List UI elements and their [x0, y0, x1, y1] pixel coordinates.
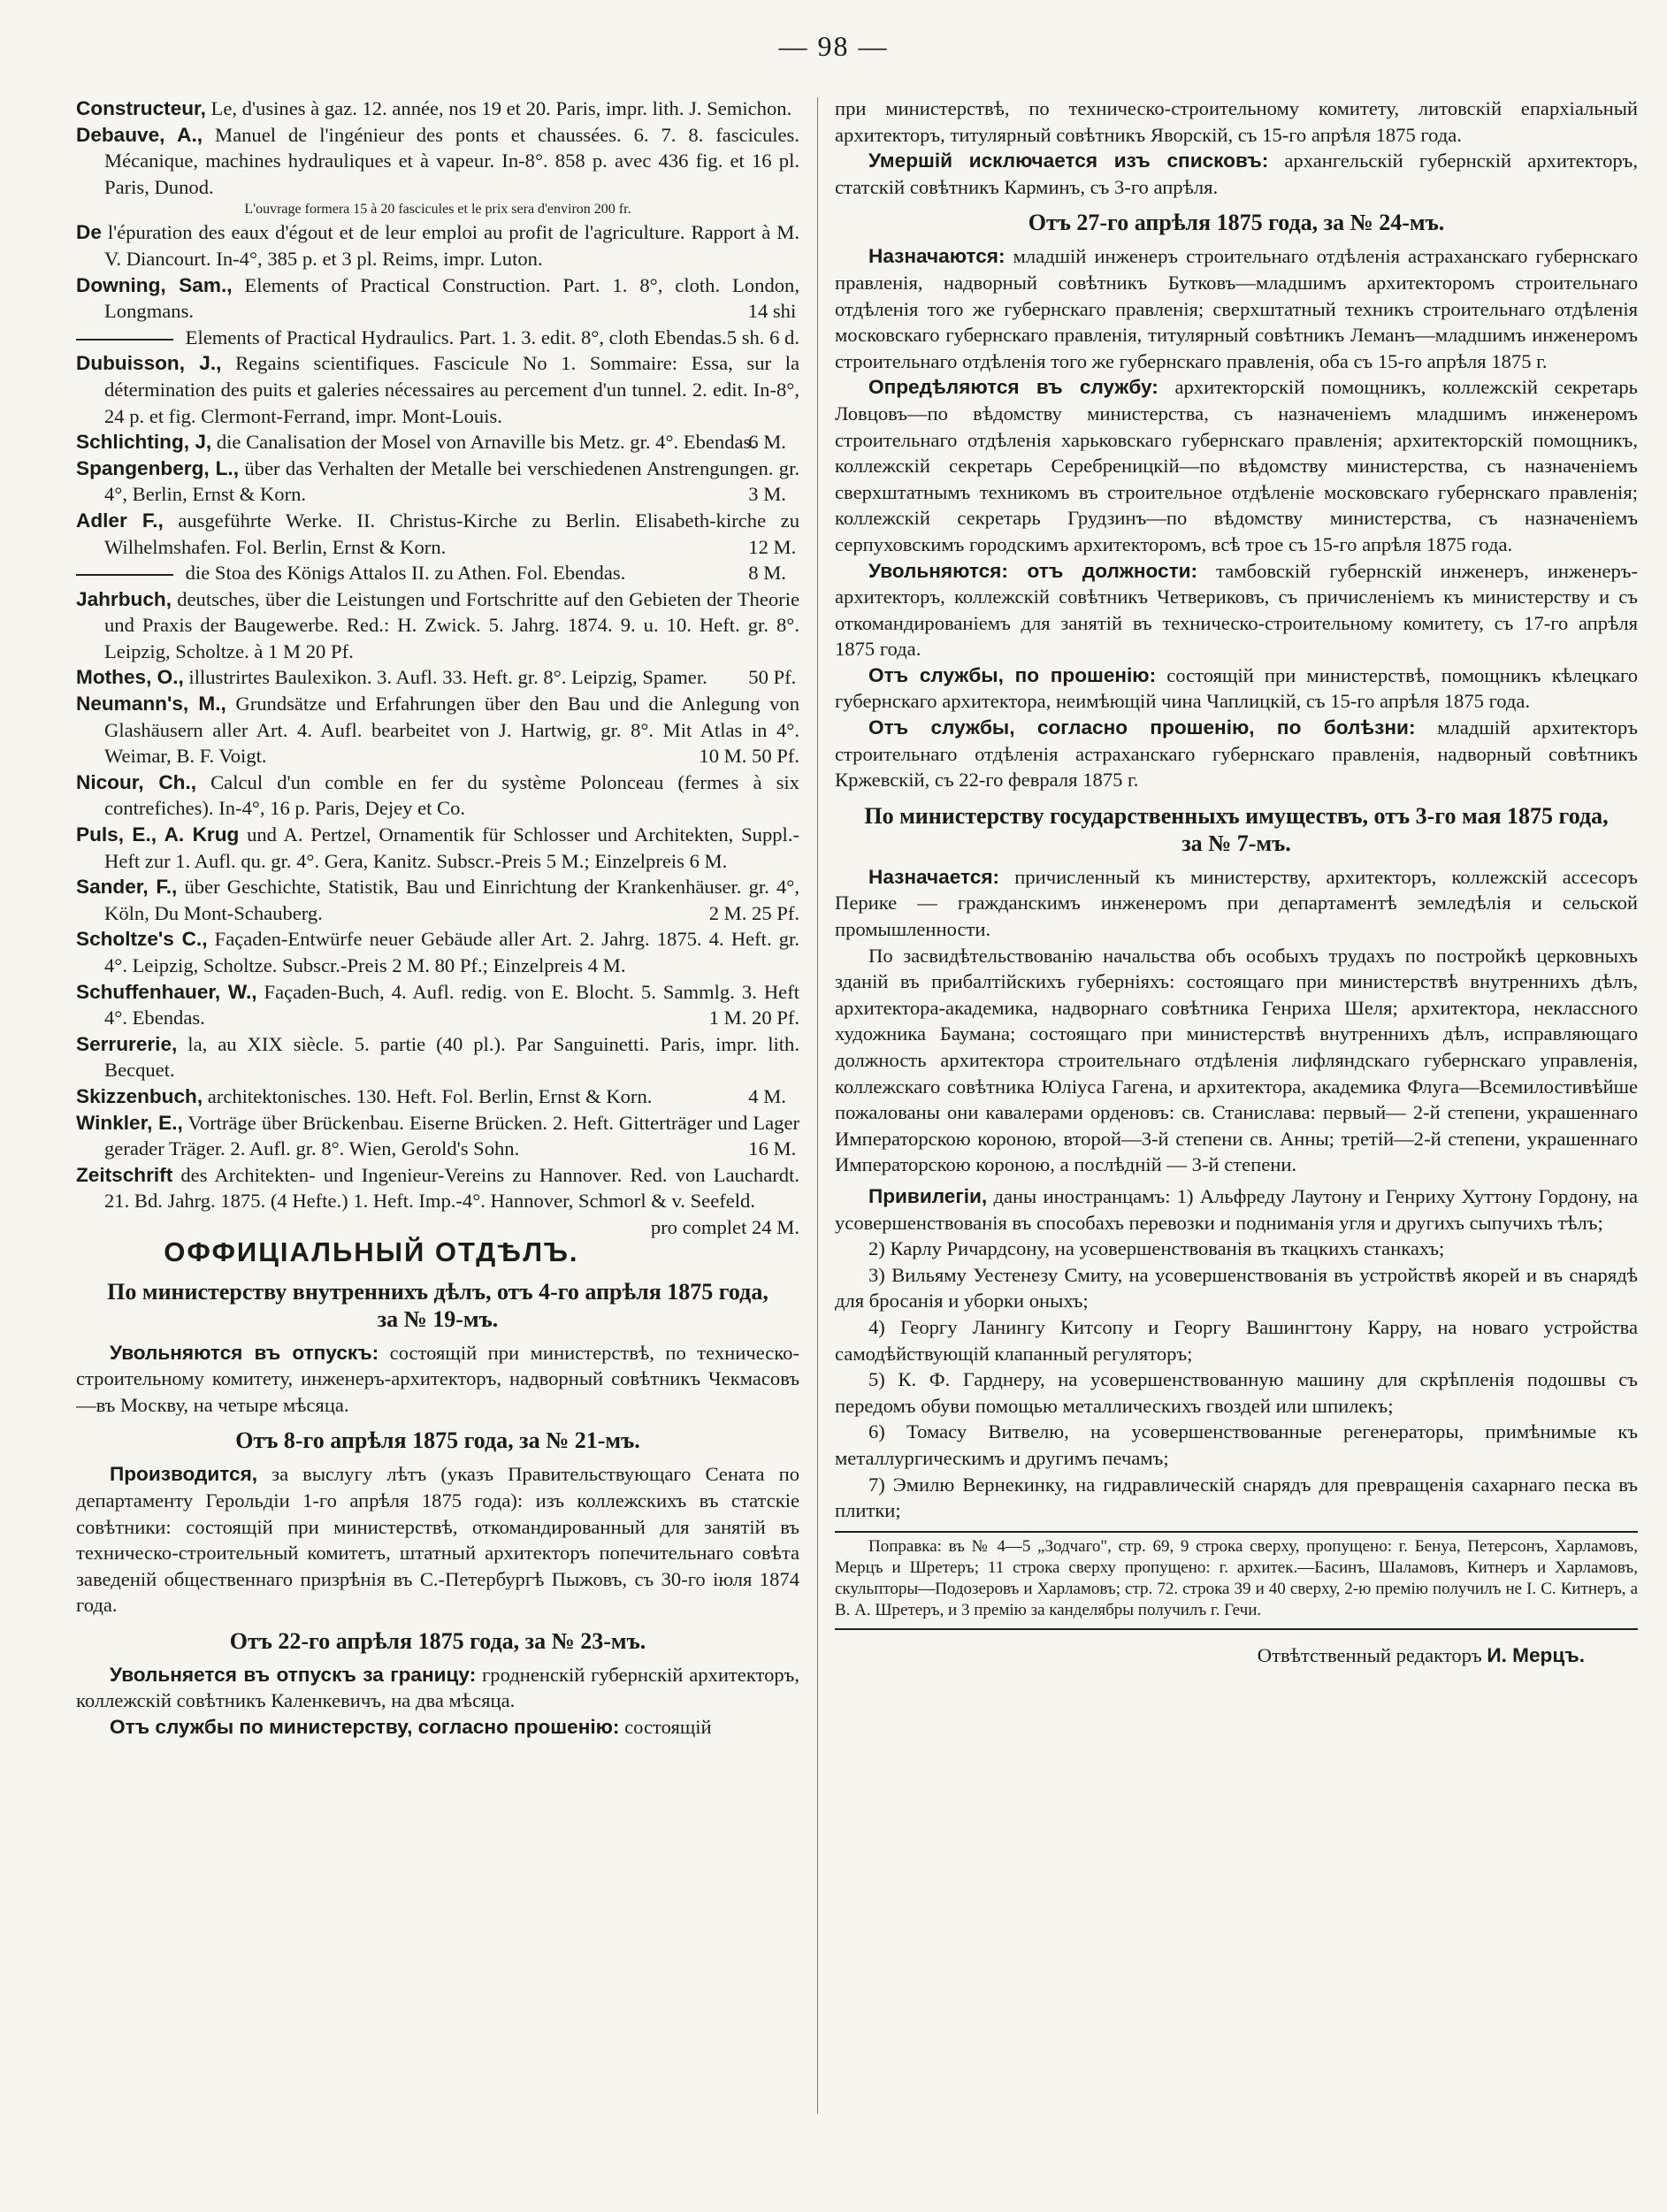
list-item: 4) Георгу Ланингу Китсопу и Георгу Вашингтону Карру, на новаго устройства самодѣйствующій клапанный регуляторъ;: [835, 1315, 1638, 1365]
paragraph: Увольняются въ отпускъ: состоящій при министерствѣ, по техническо-строительному комитету, инженеръ-архитекторъ, надворный совѣтникъ Чекмасовъ—въ Москву, на четыре мѣсяца.: [76, 1341, 799, 1416]
list-item: 5) К. Ф. Гарднеру, на усовершенствованную машину для скрѣпленія подошвы съ передомъ обуви помощью металлическихъ гвоздей или шпилекъ;: [835, 1368, 1638, 1417]
paragraph: Отъ службы, согласно прошенію, по болѣзни: младшій архитекторъ строительнаго отдѣленія астраханскаго губернскаго правленія, надворный совѣтникъ Кржевскій, съ 22-го февраля 1875 г.: [835, 716, 1638, 792]
small-note: L'ouvrage formera 15 à 20 fascicules et le prix sera d'environ 200 fr.: [244, 202, 631, 218]
list-item: 2) Карлу Ричардсону, на усовершенствованія въ ткацкихъ станкахъ;: [868, 1237, 1445, 1260]
bib-entry: Schlichting, J, die Canalisation der Mosel von Arnaville bis Metz. gr. 4°. Ebendas. 6 M.: [76, 431, 786, 454]
right-column: [835, 96, 1638, 2177]
decree-heading: По министерству государственныхъ имуществъ, отъ 3-го мая 1875 года, за № 7-мъ.: [864, 802, 1609, 856]
decree-heading: По министерству внутреннихъ дѣлъ, отъ 4-го апрѣля 1875 года, за № 19-мъ.: [107, 1278, 769, 1332]
paragraph: По засвидѣтельствованію начальства объ особыхъ трудахъ по постройкѣ церковныхъ зданій въ прибалтійскихъ губерніяхъ: состоящаго при министерствѣ внутреннихъ дѣлъ, архитектора-академика, надворнаго совѣтника Генриха Шеля; архитектора, неклассного художника Баумана; состоящаго при министерствѣ внутреннихъ дѣлъ, исправляющаго должность архитектора строительнаго отдѣленія лифляндскаго губернскаго управленія, коллежскаго совѣтника Юліуса Гагена, и архитектора, академика Флуга—Всемилостивѣйше пожалованы они кавалерами орденовъ: св. Станислава: первый— 2-й степени, украшеннаго Императорскою короною, второй—3-й степени св. Анны; третій—2-й степени, украшеннаго Императорскою короною, а послѣдній — 3-й степени.: [835, 944, 1638, 1176]
bib-entry: Nicour, Ch., Calcul d'un comble en fer du système Polonceau (fermes à six contrefiches). In-4°, 16 p. Paris, Dejey et Co.: [76, 770, 799, 820]
bib-entry: Elements of Practical Hydraulics. Part. 1. 3. edit. 8°, cloth Ebendas. 5 sh. 6 d.: [76, 325, 799, 351]
paragraph: Производится, за выслугу лѣтъ (указъ Правительствующаго Сената по департаменту Герольдіи 1-го апрѣля 1875 года): изъ коллежскихъ въ статскіе совѣтники: состоящій при министерствѣ, откомандированный для занятій въ техническо-строительный комитетъ, штатный архитекторъ попечительнаго совѣта заведеній общественнаго призрѣнія въ С.-Петербургѣ Пыжовъ, съ 30-го іюля 1874 года.: [76, 1463, 799, 1617]
paragraph: Назначается: причисленный къ министерству, архитекторъ, коллежскій ассесоръ Перике — гражданскимъ инженеромъ при департаментѣ земледѣлія и сельской промышленности.: [835, 865, 1638, 941]
bib-entry: Adler F., ausgeführte Werke. II. Christus-Kirche zu Berlin. Elisabeth-kirche zu Wilhelmshafen. Fol. Berlin, Ernst & Korn. 12 M.: [76, 509, 799, 558]
paragraph: Отъ службы, по прошенію: состоящій при министерствѣ, помощникъ кѣлецкаго губернскаго архитектора, неимѣющій чина Чаплицкій, съ 15-го апрѣля 1875 года.: [835, 663, 1638, 713]
bib-entry: Puls, E., A. Krug und A. Pertzel, Ornamentik für Schlosser und Architekten, Suppl.-Heft zur 1. Aufl. qu. gr. 4°. Gera, Kanitz. Subscr.-Preis 5 M.; Einzelpreis 6 M.: [76, 823, 799, 872]
footnote-rule: [835, 1531, 1638, 1533]
paragraph: Умершій исключается изъ списковъ: архангельскій губернскій архитекторъ, статскій совѣтникъ Карминъ, съ 3-го апрѣля.: [835, 149, 1638, 198]
section-title: ОФФИЦІАЛЬНЫЙ ОТДѢЛЪ.: [164, 1236, 579, 1267]
bib-entry: Skizzenbuch, architektonisches. 130. Heft. Fol. Berlin, Ernst & Korn. 4 M.: [76, 1084, 786, 1107]
decree-heading: Отъ 8-го апрѣля 1875 года, за № 21-мъ.: [235, 1427, 640, 1454]
bib-entry: Zeitschrift des Architekten- und Ingenieur-Vereins zu Hannover. Red. von Lauchardt. 21. Bd. Jahrg. 1875. (4 Hefte.) 1. Heft. Imp.-4°. Hannover, Schmorl & v. Seefeld. pro complet 24 M.: [76, 1163, 799, 1238]
repeat-author-rule: [76, 339, 173, 341]
bib-entry: Mothes, O., illustrirtes Baulexikon. 3. Aufl. 33. Heft. gr. 8°. Leipzig, Spamer. 50 Pf.: [76, 666, 797, 689]
paragraph: Назначаются: младшій инженеръ строительнаго отдѣленія астраханскаго губернскаго правленія, надворный совѣтникъ Бутковъ—младшимъ архитекторомъ строительнаго отдѣленія того же губернскаго правленія; сверхштатный техникъ строительнаго отдѣленія московскаго губернскаго правленія, титулярный совѣтникъ Леманъ—младшимъ инженеромъ строительнаго отдѣленія того же губернскаго правленія, оба съ 15-го апрѣля 1875 г.: [835, 245, 1638, 372]
bib-entry: Downing, Sam., Elements of Practical Construction. Part. 1. 8°, cloth. London, Longmans. 14 shi: [76, 273, 799, 323]
bib-entry: Schuffenhauer, W., Façaden-Buch, 4. Aufl. redig. von E. Blocht. 5. Sammlg. 3. Heft 4°. Ebendas. 1 M. 20 Pf.: [76, 980, 799, 1029]
bib-entry: Spangenberg, L., über das Verhalten der Metalle bei verschiedenen Anstrengungen. gr. 4°, Berlin, Ernst & Korn. 3 M.: [76, 456, 799, 506]
repeat-author-rule: [76, 574, 173, 576]
paragraph: при министерствѣ, по техническо-строительному комитету, литовскій епархіальный архитекторъ, титулярный совѣтникъ Яворскій, съ 15-го апрѣля 1875 года.: [835, 97, 1638, 146]
bib-entry: De l'épuration des eaux d'égout et de leur emploi au profit de l'agriculture. Rapport à M. V. Diancourt. In-4°, 385 p. et 3 pl. Reims, impr. Luton.: [76, 221, 799, 270]
page-number: — 98 —: [778, 30, 889, 62]
paragraph: Увольняется въ отпускъ за границу: гродненскій губернскій архитекторъ, коллежскій совѣтникъ Каленкевичъ, на два мѣсяца.: [76, 1663, 799, 1712]
bib-entry: Serrurerie, la, au XIX siècle. 5. partie (40 pl.). Par Sanguinetti. Paris, impr. lith. Becquet.: [76, 1032, 799, 1082]
bib-entry: Scholtze's C., Façaden-Entwürfe neuer Gebäude aller Art. 2. Jahrg. 1875. 4. Heft. gr. 4°. Leipzig, Scholtze. Subscr.-Preis 2 M. 80 Pf.; Einzelpreis 4 M.: [76, 928, 799, 976]
list-item: 7) Эмилю Вернекинку, на гидравлическій снарядъ для превращенія сахарнаго песка въ плитки;: [835, 1473, 1638, 1522]
bib-entry: Sander, F., über Geschichte, Statistik, Bau und Einrichtung der Krankenhäuser. gr. 4°, Köln, Du Mont-Schauberg. 2 M. 25 Pf.: [76, 876, 799, 924]
bib-entry: Constructeur, Le, d'usines à gaz. 12. année, nos 19 et 20. Paris, impr. lith. J. Semichon.: [76, 97, 792, 119]
footnote-rule: [835, 1628, 1638, 1630]
column-divider: [817, 97, 818, 2114]
left-column: [76, 96, 799, 2177]
footnote: Поправка: въ № 4—5 „Зодчаго", стр. 69, 9 строка сверху, пропущено: г. Бенуа, Петерсонъ, Харламовъ, Мерцъ и Шретеръ; 11 строка сверху пропущено: г. архитек.—Басинъ, Шаламовъ, Китнеръ и Харламовъ, скульпторы—Подозеровъ и Харламовъ; стр. 72. строка 39 и 40 сверху, 2-ю премію получилъ не I. С. Китнеръ, а В. А. Шретеръ, и 3 премію за канделябры получилъ г. Гечи.: [835, 1536, 1638, 1619]
paragraph: Привилегіи, даны иностранцамъ: 1) Альфреду Лаутону и Генриху Хуттону Гордону, на усовершенствованія въ способахъ перевозки и подниманія угля и другихъ сыпучихъ тѣлъ;: [835, 1184, 1638, 1234]
paragraph: Отъ службы по министерству, согласно прошенію: состоящій: [110, 1716, 712, 1739]
list-item: 6) Томасу Витвелю, на усовершенствованные регенераторы, примѣнимые къ металлургическимъ и другимъ печамъ;: [835, 1420, 1638, 1469]
bib-entry: Neumann's, M., Grundsätze und Erfahrungen über den Bau und die Anlegung von Glashäusern aller Art. 4. Aufl. bearbeitet von J. Hartwig, gr. 8°. Mit Atlas in 4°. Weimar, B. F. Voigt. 10 M. 50 Pf.: [76, 693, 799, 768]
decree-heading: Отъ 22-го апрѣля 1875 года, за № 23-мъ.: [229, 1627, 646, 1654]
bib-entry: Jahrbuch, deutsches, über die Leistungen und Fortschritte auf den Gebieten der Theorie und Praxis der Baugewerbe. Red.: H. Zwick. 5. Jahrg. 1874. 9. u. 10. Heft. gr. 8°. Leipzig, Scholtze. à 1 M 20 Pf.: [76, 587, 799, 662]
bib-entry: Winkler, E., Vorträge über Brückenbau. Eiserne Brücken. 2. Heft. Gitterträger und Lager gerader Träger. 2. Aufl. gr. 8°. Wien, Gerold's Sohn. 16 M.: [76, 1111, 799, 1160]
bib-entry: Debauve, A., Manuel de l'ingénieur des ponts et chaussées. 6. 7. 8. fascicules. Mécanique, machines hydrauliques et à vapeur. In-8°. 858 p. avec 436 fig. et 16 pl. Paris, Dunod.: [76, 123, 799, 198]
paragraph: Увольняются: отъ должности: тамбовскій губернскій инженеръ, инженеръ-архитекторъ, коллежскій совѣтникъ Четвериковъ, съ причисленіемъ къ министерству и съ откомандированіемъ для занятій въ техническо-строительному комитету, съ 17-го апрѣля 1875 года.: [835, 559, 1638, 661]
bib-entry: die Stoa des Königs Attalos II. zu Athen. Fol. Ebendas. 8 M.: [76, 560, 799, 586]
paragraph: Опредѣляются въ службу: архитекторскій помощникъ, коллежскій секретарь Ловцовъ—по вѣдомству министерства, съ назначеніемъ младшимъ инженеромъ строительнаго отдѣленія харьковскаго губернскаго правленія; архитекторскій помощникъ, коллежскій секретарь Серебреницкій—по вѣдомству министерства, съ назначеніемъ сверхштатнымъ техникомъ въ строительное отдѣленіе московскаго губернскаго правленія; коллежскій секретарь Грудзинъ—по вѣдомству министерства, съ назначеніемъ серпуховскимъ городскимъ архитекторомъ, всѣ трое съ 15-го апрѣля 1875 года.: [835, 376, 1638, 555]
decree-heading: Отъ 27-го апрѣля 1875 года, за № 24-мъ.: [1028, 210, 1445, 236]
editor-signature: Отвѣтственный редакторъ И. Мерцъ.: [1257, 1643, 1585, 1666]
list-item: 3) Вильяму Уестенезу Смиту, на усовершенствованія въ устройствѣ якорей и въ снарядѣ для бросанія и уборки оныхъ;: [835, 1263, 1638, 1313]
bib-entry: Dubuisson, J., Regains scientifiques. Fascicule No 1. Sommaire: Essa, sur la détermination des puits et galeries nécessaires au percement d'un tunnel. 2. edit. In-8°, 24 p. et fig. Clermont-Ferrand, impr. Mont-Louis.: [76, 352, 799, 427]
